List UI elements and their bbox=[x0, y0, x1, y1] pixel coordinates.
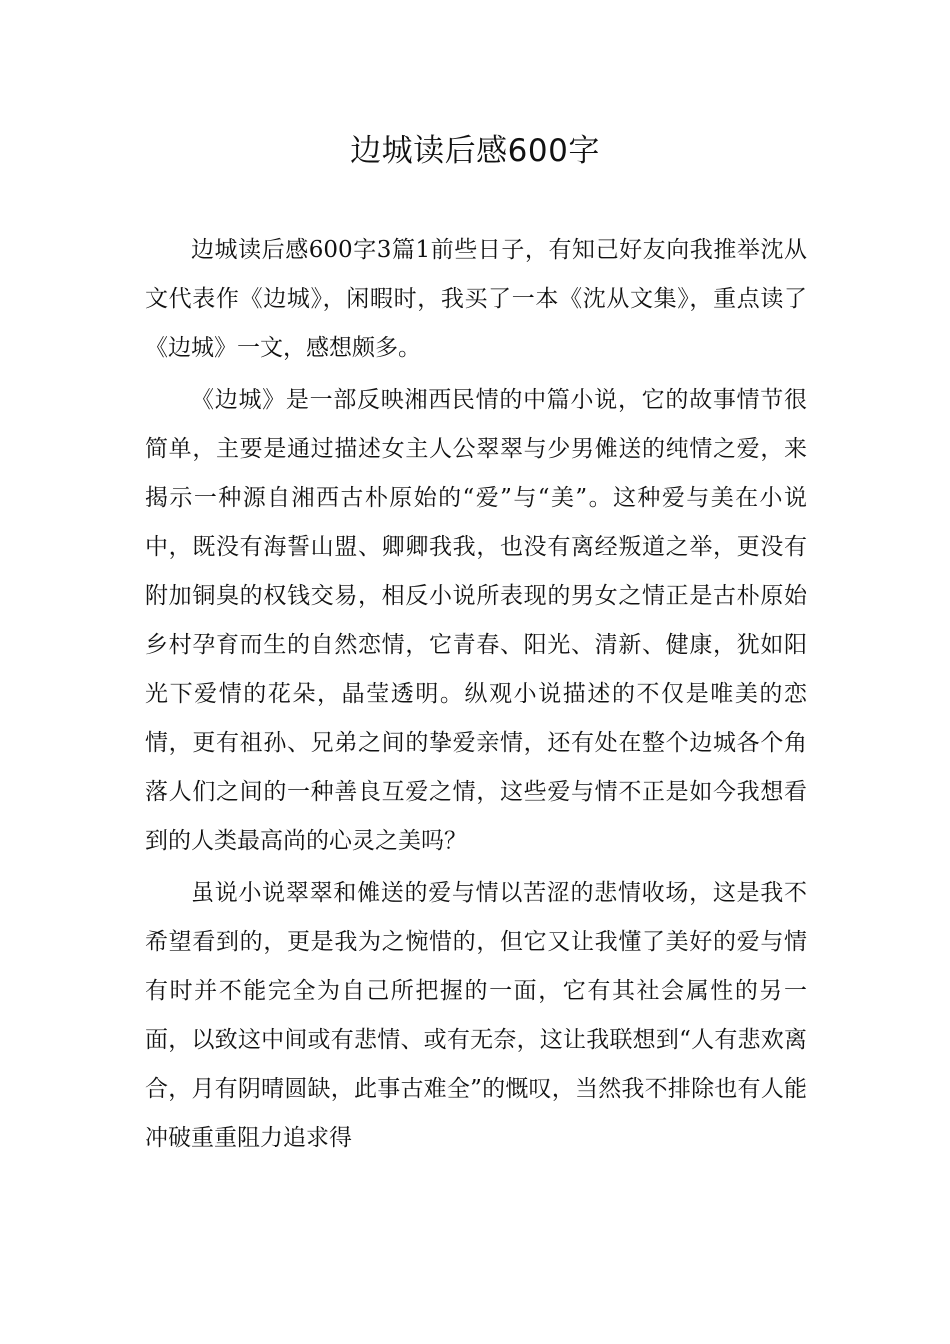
paragraph-1: 边城读后感600字3篇1前些日子，有知己好友向我推举沈从文代表作《边城》，闲暇时，我买了一本《沈从文集》，重点读了《边城》一文，感想颇多。 bbox=[145, 237, 807, 361]
paragraph-2: 《边城》是一部反映湘西民情的中篇小说，它的故事情节很简单，主要是通过描述女主人公翠翠与少男傩送的纯情之爱，来揭示一种源自湘西古朴原始的“爱”与“美”。这种爱与美在小说中，既没有海誓山盟、卿卿我我，也没有离经叛道之举，更没有附加铜臭的权钱交易，相反小说所表现的男女之情正是古朴原始乡村孕育而生的自然恋情，它青春、阳光、清新、健康，犹如阳光下爱情的花朵，晶莹透明。纵观小说描述的不仅是唯美的恋情，更有祖孙、兄弟之间的挚爱亲情，还有处在整个边城各个角落人们之间的一种善良互爱之情，这些爱与情不正是如今我想看到的人类最高尚的心灵之美吗？ bbox=[145, 387, 807, 854]
document-title: 边城读后感600字 bbox=[350, 133, 600, 169]
document-body bbox=[145, 226, 807, 1166]
paragraph-3: 虽说小说翠翠和傩送的爱与情以苦涩的悲情收场，这是我不希望看到的，更是我为之惋惜的，但它又让我懂了美好的爱与情有时并不能完全为自己所把握的一面，它有其社会属性的另一面，以致这中间或有悲情、或有无奈，这让我联想到“人有悲欢离合，月有阴晴圆缺，此事古难全”的慨叹，当然我不排除也有人能冲破重重阻力追求得 bbox=[145, 880, 807, 1151]
